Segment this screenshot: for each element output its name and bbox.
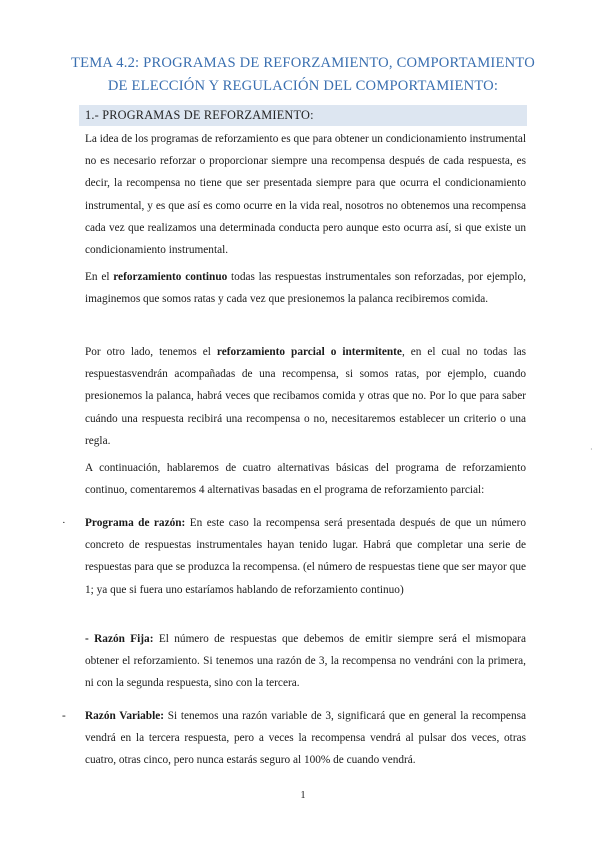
title-line-1: TEMA 4.2: PROGRAMAS DE REFORZAMIENTO, COMPORTAMIENTO xyxy=(71,55,535,71)
section-heading: 1.- PROGRAMAS DE REFORZAMIENTO: xyxy=(79,105,527,126)
paragraph-alternatives: A continuación, hablaremos de cuatro alternativas básicas del programa de reforzamiento continuo, comentaremos 4 alternativas basadas en el programa de reforzamiento parcial: xyxy=(85,462,526,497)
paragraph-fixed-ratio: - Razón Fija: El número de respuestas que debemos de emitir siempre será el mismopara obtener el reforzamiento. Si tenemos una razón de 3, la recompensa no vendráni con la primera, ni con la segunda respuesta, sino con la tercera. xyxy=(85,633,527,690)
stray-mark: · xyxy=(590,445,593,454)
paragraph-intro: La idea de los programas de reforzamiento es que para obtener un condicionamiento instrumental no es necesario reforzar o proporcionar siempre una recompensa después de cada respuesta, es decir, la recompensa no tiene que ser presentada siempre para que ocurra el condicionamiento instrumental, y es que así es como ocurre en la vida real, nosotros no obtenemos una recompensa cada vez que realizamos una determinada conducta pero aunque esto ocurra así, si que existe un condicionamiento instrumental. xyxy=(85,133,526,257)
paragraph-variable-ratio: Razón Variable: Si tenemos una razón variable de 3, significará que en general la recompensa vendrá en la tercera respuesta, pero a veces la recompensa vendrá al pulsar dos veces, otras cuatro, otras cinco, pero nunca estarás seguro al 100% de cuando vendrá. xyxy=(85,710,527,767)
term-ratio-program: Programa de razón: xyxy=(85,517,186,529)
term-continuous: reforzamiento continuo xyxy=(113,271,228,283)
dash-marker: - xyxy=(62,710,66,722)
term-variable-ratio: Razón Variable: xyxy=(85,710,165,722)
paragraph-partial: Por otro lado, tenemos el reforzamiento parcial o intermitente, en el cual no todas las respuestasvendrán acompañadas de una recompensa, si somos ratas, por ejemplo, cuando presionemos la palanca, habrá veces que recibamos comida y otras que no. Por lo que para saber cuándo una respuesta recibirá una recompensa o no, necesitaremos establecer un criterio o una regla. xyxy=(85,346,526,447)
paragraph-continuous: En el reforzamiento continuo todas las respuestas instrumentales son reforzadas, por ejemplo, imaginemos que somos ratas y cada vez que presionemos la palanca recibiremos comida. xyxy=(85,271,526,306)
term-partial: reforzamiento parcial o intermitente xyxy=(216,346,402,358)
title-line-2: DE ELECCIÓN Y REGULACIÓN DEL COMPORTAMIENTO: xyxy=(107,78,499,94)
document-title xyxy=(40,52,566,98)
paragraph-ratio-program: Programa de razón: En este caso la recompensa será presentada después de que un número concreto de respuestas instrumentales hayan tenido lugar. Habrá que completar una serie de respuestas para que se produzca la recompensa. (el número de respuestas tiene que ser mayor que 1; ya que si fuera uno estaríamos hablando de reforzamiento continuo) xyxy=(85,517,526,596)
page-number: 1 xyxy=(300,790,306,801)
term-fixed-ratio: - Razón Fija: xyxy=(85,633,154,645)
bullet-marker: · xyxy=(62,517,66,529)
